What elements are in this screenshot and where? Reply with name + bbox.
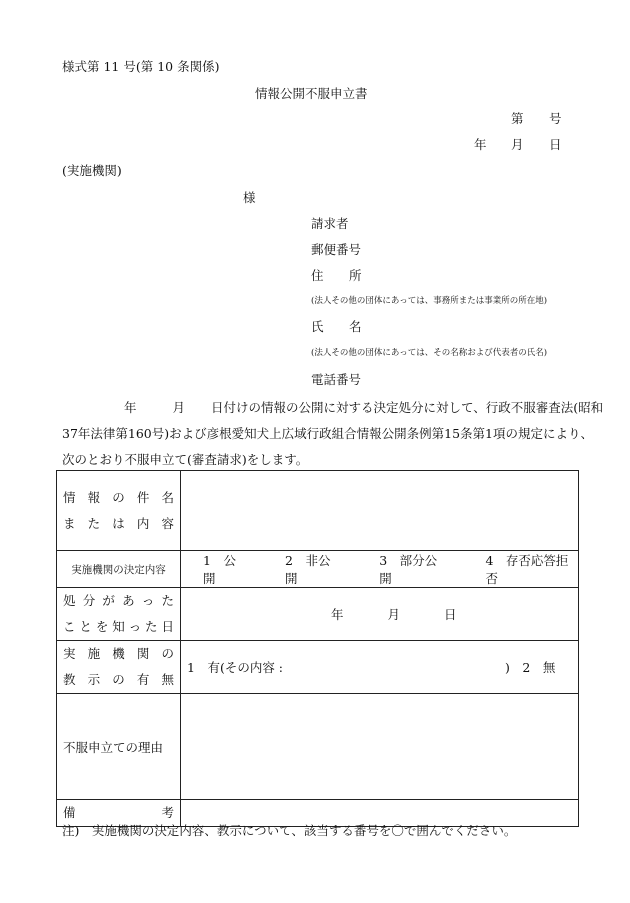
name-label-1: 氏	[311, 319, 324, 334]
instruction-option-no[interactable]: ) 2 無	[505, 660, 556, 675]
label-char: あ	[122, 593, 135, 608]
table-row	[57, 694, 579, 800]
notice-date-label-line-1	[63, 588, 174, 614]
label-char: っ	[141, 593, 155, 608]
label-char: 有	[136, 672, 150, 687]
label-char: 施	[87, 646, 101, 661]
label-char: 処	[63, 593, 76, 608]
notice-date-label-line-2	[63, 614, 174, 640]
instruction-option-yes[interactable]: 1 有(その内容 :	[187, 660, 284, 675]
footer-note: 注) 実施機関の決定内容、教示について、該当する番号を〇で囲んでください。	[62, 823, 517, 838]
decision-label: 実施機関の決定内容	[71, 563, 166, 576]
instruction-label-line-1	[63, 641, 174, 667]
notice-date-day: 日	[444, 607, 457, 622]
decision-option-disclose[interactable]: 1 公開	[203, 553, 236, 586]
label-char: 無	[161, 672, 174, 687]
applicant-label: 請求者	[311, 216, 349, 231]
label-char: の	[161, 646, 174, 661]
label-char: ま	[63, 515, 76, 531]
label-char: 名	[161, 489, 174, 505]
form-number: 様式第 11 号(第 10 条関係)	[62, 59, 220, 74]
subject-label-line-1	[63, 485, 174, 511]
table-row	[57, 471, 579, 551]
document-title: 情報公開不服申立書	[255, 86, 368, 101]
body-line-1-text: 日付けの情報の公開に対する決定処分に対して、行政不服審査法(昭和	[211, 400, 604, 415]
label-char: 内	[136, 515, 150, 531]
label-char: は	[112, 515, 125, 531]
label-char: を	[95, 619, 109, 634]
table-row	[57, 551, 579, 588]
label-char: っ	[128, 619, 142, 634]
instruction-label-line-2	[63, 667, 174, 693]
body-year: 年	[124, 400, 137, 415]
phone-label: 電話番号	[311, 372, 362, 387]
body-line-1	[62, 395, 604, 421]
body-month: 月	[172, 400, 186, 415]
notice-date-month: 月	[387, 607, 401, 622]
label-char: 機	[112, 646, 125, 661]
subject-label-line-2	[63, 511, 174, 537]
reason-label: 不服申立ての理由	[63, 739, 164, 755]
label-char: 日	[161, 619, 174, 634]
addressee-honorific: 様	[243, 190, 256, 205]
decision-option-refusal[interactable]: 4 存否応答拒否	[485, 553, 569, 586]
label-char: と	[79, 619, 92, 634]
label-char: た	[145, 619, 158, 634]
reason-input-cell[interactable]	[181, 694, 579, 800]
label-char: 実	[63, 646, 76, 661]
label-char: こ	[63, 619, 76, 634]
name-label-2: 名	[349, 319, 362, 334]
subject-input-cell[interactable]	[181, 471, 579, 551]
table-row	[57, 588, 579, 641]
label-char: の	[112, 489, 125, 505]
decision-option-nondisclose[interactable]: 2 非公開	[285, 553, 331, 586]
notice-date-year: 年	[331, 607, 344, 622]
decision-option-partial[interactable]: 3 部分公開	[379, 553, 438, 586]
label-char: 情	[63, 489, 76, 505]
label-char: 件	[136, 489, 150, 505]
label-char: の	[112, 672, 125, 687]
decision-label-cell	[57, 551, 181, 588]
label-char: 考	[161, 805, 174, 820]
reason-label-cell	[57, 694, 181, 800]
date-month: 月	[511, 137, 524, 152]
notice-date-cell[interactable]	[181, 588, 579, 641]
body-paragraph	[62, 395, 604, 473]
label-char: 示	[87, 672, 101, 687]
address-note: (法人その他の団体にあっては、事務所または事業所の所在地)	[311, 296, 548, 306]
instruction-cell[interactable]	[181, 641, 579, 694]
label-char: た	[87, 515, 101, 531]
date-year: 年	[474, 137, 487, 152]
name-note: (法人その他の団体にあっては、その名称および代表者の氏名)	[311, 348, 548, 358]
subject-label-cell	[57, 471, 181, 551]
label-char: 関	[136, 646, 150, 661]
label-char: 知	[112, 619, 125, 634]
postal-code-label: 郵便番号	[311, 242, 362, 257]
document-number-label: 第	[511, 111, 524, 126]
label-char: 教	[63, 672, 76, 687]
body-line-3: 次のとおり不服申立て(審査請求)をします。	[62, 452, 309, 467]
table-row	[57, 641, 579, 694]
instruction-label-cell	[57, 641, 181, 694]
label-char: 備	[63, 805, 76, 820]
label-char: 報	[87, 489, 101, 505]
date-day: 日	[549, 137, 562, 152]
label-char: 分	[82, 593, 96, 608]
label-char: 容	[161, 515, 174, 531]
addressee-label: (実施機関)	[62, 163, 122, 178]
address-label-2: 所	[349, 268, 362, 283]
address-label-1: 住	[311, 268, 324, 283]
decision-options-cell	[181, 551, 579, 588]
document-number-suffix: 号	[549, 111, 562, 126]
notice-date-label-cell	[57, 588, 181, 641]
label-char: が	[102, 593, 115, 608]
body-line-2: 37年法律第160号)および彦根愛知犬上広域行政組合情報公開条例第15条第1項の規定により、	[62, 426, 594, 441]
appeal-form-table	[56, 470, 579, 827]
label-char: た	[161, 593, 174, 608]
